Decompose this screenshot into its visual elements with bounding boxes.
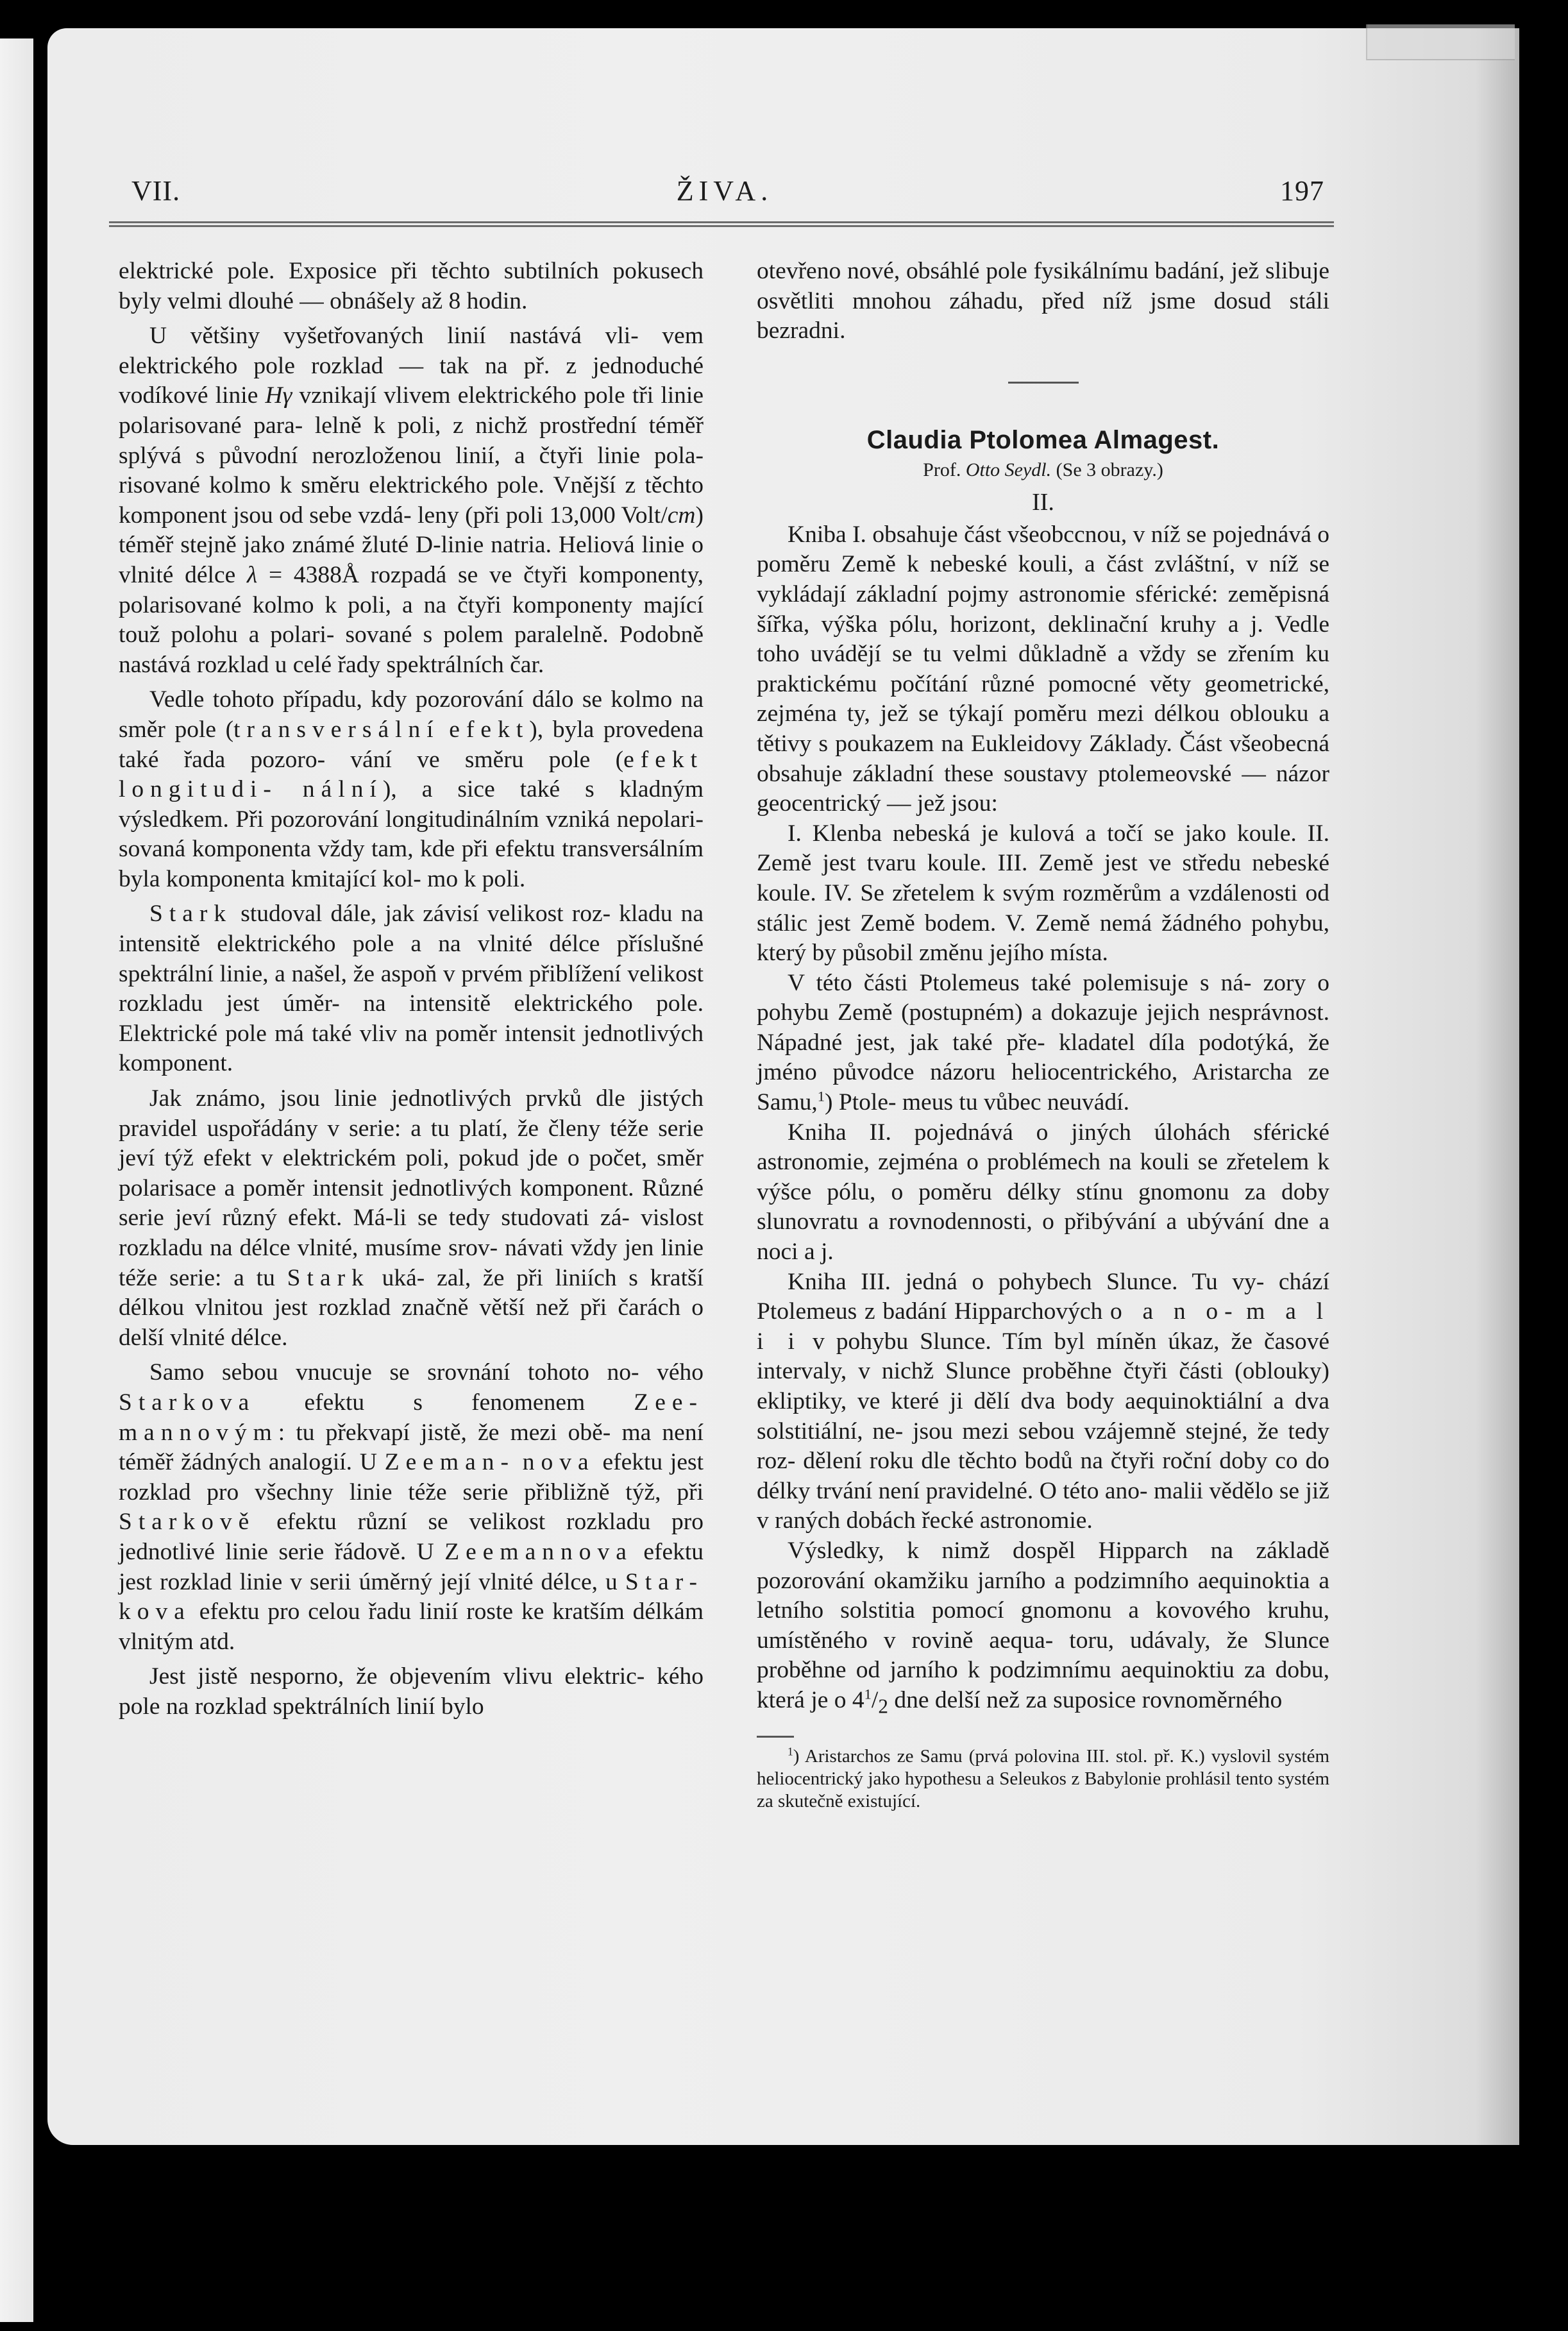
- text-line: serie přibližně týž, při: [462, 1479, 704, 1505]
- text-line: dne delší než za suposice rovnoměrného: [888, 1686, 1283, 1713]
- text-line: kého pole na rozklad spektrálních linií bylo: [119, 1663, 704, 1720]
- paragraph: [757, 520, 1329, 819]
- left-column: [119, 257, 704, 1722]
- text-line: kova: [119, 1598, 191, 1625]
- article-title: Claudia Ptolomea Almagest.: [866, 425, 1220, 454]
- text-line: délce příslušné spektrální linie, a našel, že aspoň: [119, 931, 704, 987]
- text-line: efektu jest rozklad pro všechny linie téže: [119, 1449, 704, 1505]
- text-line: ), byla provedena také řada pozoro-: [119, 716, 704, 773]
- text-line: co do délky trvání není pravidelné. O této ano-: [757, 1448, 1329, 1504]
- paragraph: [119, 1662, 704, 1722]
- text-line: Star-: [625, 1568, 704, 1595]
- text-line: jistých pravidel uspořádány v serie: a tu platí,: [119, 1085, 704, 1142]
- paragraph: [757, 257, 1329, 346]
- right-column: [757, 257, 1329, 1813]
- text-line: bodem. V. Země nemá žádného pohybu, který: [757, 910, 1330, 967]
- volume-number: VII.: [131, 175, 181, 207]
- paragraph: [757, 969, 1329, 1118]
- article-part-number: II.: [1032, 488, 1054, 516]
- text-line: chází Ptolemeus z badání Hipparchových: [757, 1268, 1329, 1325]
- text-line: z jednoduché vodíkové linie: [119, 352, 704, 409]
- text-line: dělení roku dle těchto bodů na čtyři roční doby: [803, 1448, 1268, 1475]
- text-line: (Se 3 obrazy.): [1056, 459, 1163, 480]
- h-gamma-symbol: Hγ: [265, 382, 292, 409]
- text-line: základní these soustavy ptolemeovské — názor: [852, 760, 1329, 787]
- text-line: návati vždy jen linie téže serie: a tu: [119, 1235, 704, 1291]
- text-line: 2: [878, 1695, 888, 1718]
- text-line: transversálním byla komponenta kmitající kol-: [119, 836, 704, 892]
- text-line: Kniha III. jedná o pohybech Slunce. Tu vy-: [788, 1268, 1265, 1295]
- text-line: zal, že při liniích s kratší délkou vlnitou jest: [119, 1264, 704, 1321]
- text-line: transversální: [233, 716, 440, 743]
- text-line: Starkově: [119, 1509, 256, 1536]
- text-line: Seleukos z Babylonie prohlásil tento systém za skutečně: [757, 1768, 1329, 1812]
- text-line: elektrické pole. Exposice při těchto subtilních: [119, 258, 599, 284]
- text-line: ) Aristarchos ze Samu (prvá polovina III. stol. př.: [793, 1746, 1174, 1767]
- text-line: studoval dále, jak závisí velikost roz-: [232, 901, 611, 928]
- text-line: že časové intervaly, v nichž Slunce proběhne: [757, 1328, 1329, 1385]
- text-line: by působil změnu jejího místa.: [812, 940, 1108, 967]
- text-line: efektu pro celou řadu linií roste ke: [190, 1598, 544, 1625]
- text-line: efektu různí: [255, 1509, 407, 1536]
- text-line: efekt longitudi-: [119, 746, 704, 803]
- text-line: elektrického pole tři linie polarisované para-: [119, 382, 704, 439]
- text-line: Zeemannova: [444, 1538, 633, 1565]
- text-line: poli, pokud jde o počet, směr polarisace a poměr: [119, 1145, 704, 1201]
- text-line: nova: [522, 1449, 595, 1476]
- paragraph: [757, 1118, 1329, 1267]
- text-line: mo k poli.: [427, 865, 526, 892]
- text-line: čtyři komponenty mající touž polohu a polari-: [119, 591, 704, 648]
- text-line: jejich nesprávnost. Nápadné jest, jak také pře-: [757, 999, 1329, 1056]
- section-divider: [1008, 382, 1079, 384]
- text-line: cm: [667, 502, 696, 529]
- text-line: I. Klenba nebeská je kulová a točí se jako: [788, 820, 1227, 847]
- text-line: v pohybu Slunce. Tím byl míněn úkaz,: [800, 1328, 1220, 1355]
- text-line: 8 hodin.: [448, 287, 528, 314]
- text-line: geocentrický — jež jsou:: [757, 790, 998, 817]
- text-line: rozklad značně větší než při čarách o delší: [119, 1294, 704, 1351]
- text-line: o vlnité délce: [119, 532, 704, 588]
- text-line: kratším délkám vlnitým atd.: [119, 1598, 704, 1655]
- text-line: ), a sice také s kladným výsledkem. Při: [119, 776, 704, 833]
- text-line: leny (při poli 13,000 Volt/: [417, 502, 668, 529]
- text-line: řádově. U: [334, 1538, 445, 1565]
- text-line: má také vliv na poměr intensit jednotlivých: [274, 1020, 704, 1047]
- text-line: vého: [657, 1359, 704, 1386]
- text-line: existující.: [847, 1791, 921, 1812]
- text-line: sovaná komponenta vždy tam, kde při efektu: [119, 836, 555, 863]
- text-line: ve středu nebeské koule. IV. Se zřetelem k svým: [757, 850, 1329, 906]
- text-line: o 4: [834, 1686, 864, 1713]
- text-line: zřetelem k výšce pólu, o poměru délky stínu: [757, 1149, 1329, 1205]
- footnote-ref: 1: [817, 1088, 825, 1105]
- text-line: část zvláštní, v níž se vykládají základní pojmy: [757, 551, 1329, 607]
- text-line: o a n o-: [1109, 1298, 1239, 1325]
- text-line: astronomie, zejména o problémech na kouli se: [757, 1149, 1218, 1176]
- page-number: 197: [1280, 175, 1324, 207]
- text-line: heliocentrického, Aristarcha ze Samu,: [757, 1059, 1330, 1116]
- text-line: ma není téměř žádných analogií. U: [119, 1419, 704, 1476]
- text-line: meus tu vůbec neuvádí.: [902, 1089, 1129, 1116]
- paragraph: [119, 685, 704, 894]
- text-line: Stark: [287, 1264, 370, 1291]
- text-line: jeví různý efekt. Má-li se tedy studovati zá-: [175, 1205, 630, 1232]
- text-line: : tu překvapí jistě, že mezi obě-: [278, 1419, 611, 1446]
- text-line: Vnější z těchto komponent jsou od sebe vzdá-: [119, 472, 704, 529]
- text-line: vlnité délce.: [170, 1324, 288, 1351]
- text-line: Samo sebou vnucuje se srovnání tohoto no-: [149, 1359, 639, 1386]
- text-line: jsou mezi sebou vzájemně stejné, že tedy roz-: [757, 1418, 1329, 1475]
- text-line: Starkova: [119, 1389, 256, 1416]
- text-line: geometrické, zejména ty, jež se týkají poměru: [757, 670, 1329, 727]
- text-line: efektu s fenomenem: [255, 1389, 634, 1416]
- text-line: lelně k poli, z nichž prostřední téměř splývá: [119, 412, 704, 469]
- text-line: uvádějí se tu velmi důkladně a vždy se zřením: [810, 641, 1295, 668]
- text-line: rozměrům a vzdálenosti od stálic jest Země: [757, 879, 1330, 937]
- text-line: dva body aequinoktiální a dva solstitiální, ne-: [757, 1388, 1329, 1445]
- text-line: V této části Ptolemeus také polemisuje s ná-: [788, 969, 1252, 996]
- page-corner-fold: [1366, 24, 1515, 60]
- text-line: čtyři části (oblouky) ekliptiky, ve které ji dělí: [757, 1358, 1329, 1414]
- text-line: kladatel díla podotýká, že jméno původce názoru: [757, 1029, 1330, 1086]
- text-line: Eukleidovy Základy. Část všeobecná obsahuje: [757, 730, 1329, 787]
- text-line: [757, 1745, 1329, 1813]
- text-line: mannovým: [119, 1419, 278, 1446]
- text-line: se kolmo na směr pole (: [119, 686, 704, 743]
- paragraph: [119, 321, 704, 680]
- text-line: Kniha II. pojednává o jiných úlohách sférické: [788, 1119, 1329, 1146]
- text-line: jako známé žluté D-linie natria. Heliová linie: [243, 532, 685, 559]
- text-line: Výsledky, k nimž dospěl Hipparch na základě: [788, 1537, 1329, 1564]
- text-line: zory o pohybu Země (postupném) a dokazuje: [757, 969, 1330, 1026]
- text-line: pólu, horizont, deklinační kruhy a j. Vedle toho: [757, 611, 1330, 668]
- angstrom-symbol: Å: [341, 561, 359, 588]
- header-double-rule: [109, 221, 1334, 227]
- text-line: astronomie.: [979, 1507, 1093, 1534]
- text-line: intensit jednotlivých komponent. Různé serie: [119, 1174, 704, 1232]
- running-header: [119, 174, 1331, 226]
- text-line: pozorování okamžiku jarního a podzimního: [757, 1567, 1189, 1594]
- text-line: Jest jistě nesporno, že objevením vlivu elektric-: [149, 1663, 645, 1690]
- text-line: vislost rozkladu na délce vlnité, musíme srov-: [119, 1205, 704, 1261]
- footnote-marker: 1: [788, 1745, 793, 1758]
- text-line: risované kolmo k směru elektrického pole.: [119, 472, 544, 499]
- footnote: [757, 1745, 1329, 1813]
- text-line: jež slibuje osvětliti mnohou záhadu, před níž: [757, 258, 1330, 314]
- text-line: jsme dosud stáli bezradni.: [757, 287, 1329, 344]
- text-line: s původní nerozloženou linií, a čtyři linie pola-: [195, 442, 704, 469]
- adjacent-page-edge: [0, 38, 33, 2322]
- text-line: vznikají vlivem: [292, 382, 451, 409]
- text-line: aequinoktia a letního solstitia pomocí gnomonu: [757, 1567, 1329, 1624]
- text-line: sované s polem paralelně. Podobně nastává: [119, 622, 704, 678]
- name-stark: Stark: [149, 901, 233, 928]
- text-line: m a l i i: [757, 1298, 1329, 1355]
- text-line: ) téměř stejně: [119, 502, 704, 559]
- text-line: efekt: [449, 716, 530, 743]
- text-line: nální: [302, 776, 383, 803]
- author-name: Otto Seydl.: [965, 459, 1052, 480]
- paragraph: [119, 899, 704, 1079]
- text-line: pojednává o poměru Země k nebeské kouli, a: [757, 521, 1330, 578]
- paragraph: [119, 1084, 704, 1353]
- text-line: že členy téže serie jeví týž efekt v elektrickém: [119, 1115, 704, 1172]
- text-line: 1: [864, 1686, 872, 1702]
- text-line: mezi délkou oblouku a tětivy s poukazem na: [757, 700, 1329, 757]
- text-line: v prvém přiblížení velikost rozkladu jest úměr-: [119, 960, 704, 1017]
- text-line: vem elektrického pole rozklad — tak na př.: [119, 323, 704, 379]
- text-line: k podzimnímu aequinoktiu za dobu, která je: [757, 1657, 1330, 1713]
- text-line: = 4388: [257, 561, 342, 588]
- paragraph: [119, 1358, 704, 1657]
- text-line: malii vědělo se již v raných dobách řecké: [757, 1477, 1329, 1534]
- lambda-symbol: λ: [246, 561, 258, 588]
- text-line: uká-: [369, 1264, 425, 1291]
- text-line: /: [871, 1686, 879, 1713]
- text-line: otevřeno nové, obsáhlé pole fysikálnímu badání,: [757, 258, 1225, 284]
- text-line: efektu jest rozklad: [119, 1538, 704, 1595]
- paragraph: [757, 1267, 1329, 1536]
- text-line: astronomie sférické: zeměpisná šířka, výška: [757, 581, 1329, 638]
- text-line: komponent.: [119, 1050, 233, 1077]
- text-line: se velikost rozkladu pro jednotlivé linie serie: [119, 1509, 704, 1565]
- footnote-rule: [757, 1736, 794, 1738]
- text-line: na intensitě elektrického pole. Elektrické pole: [119, 990, 704, 1047]
- text-line: Zeeman-: [384, 1449, 515, 1476]
- text-line: U většiny vyšetřovaných linií nastává vli-: [149, 323, 639, 350]
- text-line: o přibývání a ubývání dne a noci a j.: [757, 1208, 1329, 1266]
- text-line: pokusech byly velmi dlouhé — obnášely až: [119, 258, 704, 314]
- paragraph: [757, 819, 1329, 969]
- text-line: Jak známo, jsou linie jednotlivých prvků dle: [149, 1085, 625, 1112]
- text-line: pozorování longitudinálním vzniká nepolari-: [270, 806, 704, 833]
- text-line: koule. II. Země jest tvaru koule. III. Země jest: [757, 820, 1329, 877]
- text-line: linie v serii úměrný její vlnité délce, u: [239, 1568, 625, 1595]
- text-line: toru, udávaly, že Slunce proběhne od jarního: [757, 1627, 1329, 1684]
- paragraph: [119, 257, 704, 316]
- text-line: rozpadá se ve čtyři: [358, 561, 568, 588]
- text-line: komponenty, polarisované kolmo k poli, a na: [119, 561, 704, 618]
- text-line: a kovového kruhu, umístěného v rovině aequa-: [757, 1597, 1329, 1654]
- text-line: gnomonu za doby slunovratu a rovnodennosti,: [757, 1178, 1329, 1235]
- text-line: Vedle tohoto případu, kdy pozorování dálo: [149, 686, 574, 713]
- text-line: Zee-: [634, 1389, 704, 1416]
- journal-title: ŽIVA.: [676, 175, 773, 207]
- text-line: Kniba I. obsahuje část všeobccnou, v níž se: [788, 521, 1207, 548]
- text-line: K.) vyslovil systém heliocentrický jako hypothesu a: [757, 1746, 1329, 1790]
- article-byline: [757, 456, 1329, 484]
- text-line: rozklad u celé řady spektrálních čar.: [196, 651, 544, 678]
- text-line: ) Ptole-: [825, 1089, 897, 1116]
- text-line: kladu na intensitě elektrického pole a na vlnité: [119, 901, 704, 958]
- paragraph: [757, 1536, 1329, 1722]
- text-line: vání ve směru pole (: [350, 746, 624, 773]
- text-line: ku praktickému počítání různé pomocné věty: [757, 641, 1330, 697]
- text-line: Prof.: [923, 459, 961, 480]
